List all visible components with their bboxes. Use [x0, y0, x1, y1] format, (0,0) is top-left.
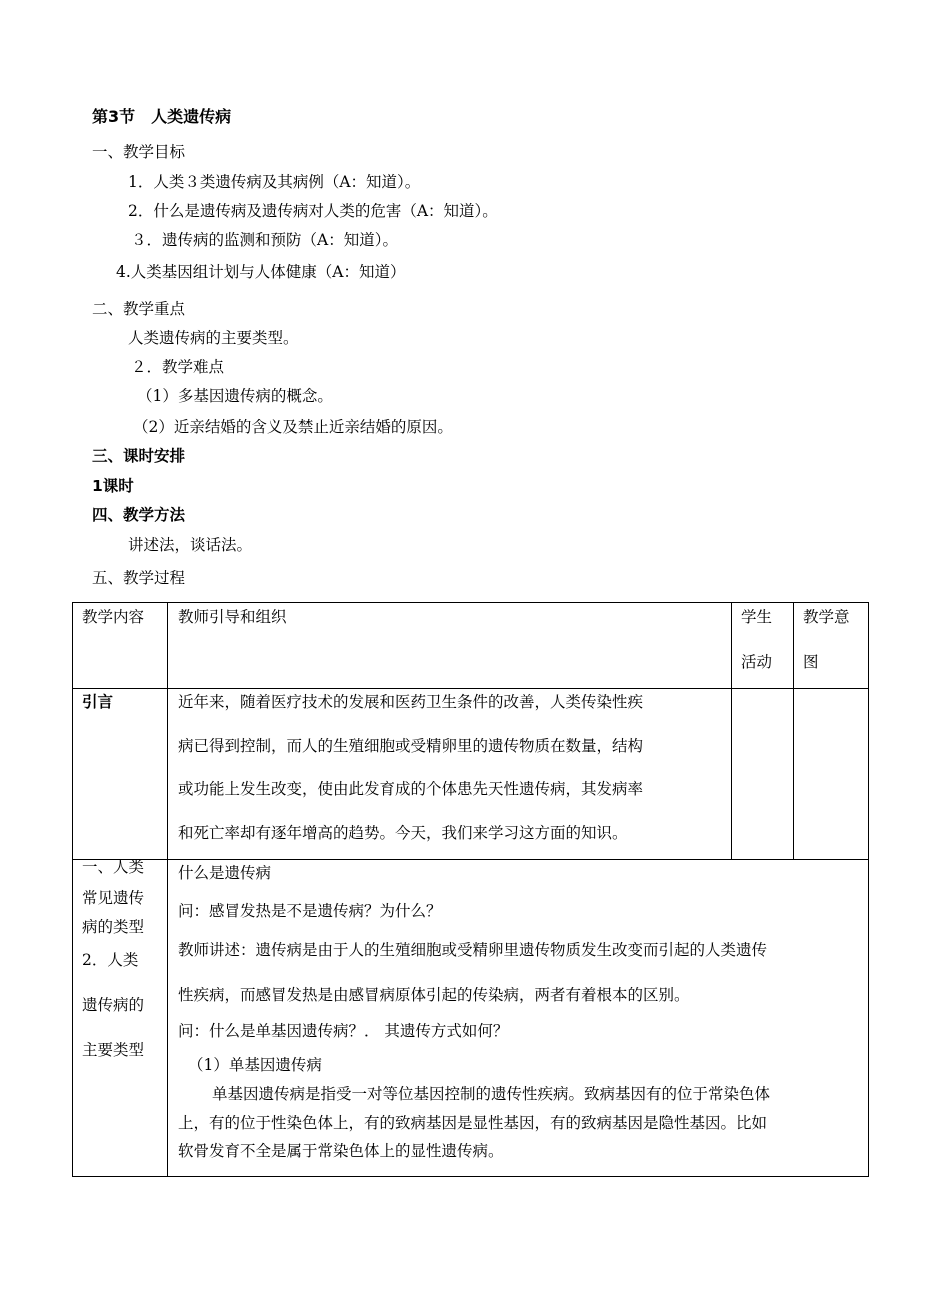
- objective-item: 4.人类基因组计划与人体健康（A：知道）: [116, 263, 406, 281]
- methods-heading: 四、教学方法: [92, 506, 186, 524]
- intro-line: 和死亡率却有逐年增高的趋势。今天，我们来学习这方面的知识。: [178, 824, 628, 842]
- objective-item: 2．什么是遗传病及遗传病对人类的危害（A：知道）。: [128, 202, 498, 220]
- section-label: 遗传病的: [82, 996, 145, 1014]
- intro-label: 引言: [82, 693, 114, 711]
- header-student: 学生: [741, 608, 773, 626]
- header-intent: 教学意: [803, 608, 850, 626]
- objective-item: 1．人类３类遗传病及其病例（A：知道）。: [128, 173, 421, 191]
- header-teacher: 教师引导和组织: [178, 608, 287, 626]
- table-border: [72, 602, 869, 603]
- section-line: 上，有的位于性染色体上，有的致病基因是显性基因，有的致病基因是隐性基因。比如: [178, 1114, 768, 1132]
- difficulty-item: （2）近亲结婚的含义及禁止近亲结婚的原因。: [133, 418, 453, 436]
- section-line: 软骨发育不全是属于常染色体上的显性遗传病。: [178, 1142, 504, 1160]
- table-border: [868, 602, 869, 1177]
- process-heading: 五、教学过程: [92, 569, 186, 587]
- section-label: 一、人类: [82, 858, 145, 876]
- section-line: （1）单基因遗传病: [188, 1056, 322, 1074]
- table-border: [72, 859, 869, 860]
- schedule-value: 1课时: [92, 477, 134, 495]
- table-border: [72, 1176, 869, 1177]
- objectives-heading: 一、教学目标: [92, 143, 186, 161]
- keypoint-main: 人类遗传病的主要类型。: [128, 329, 299, 347]
- header-intent: 图: [803, 653, 819, 671]
- section-label: 病的类型: [82, 918, 145, 936]
- section-line: 问：什么是单基因遗传病？． 其遗传方式如何？: [178, 1022, 509, 1040]
- table-border: [167, 602, 168, 1177]
- section-label: 常见遗传: [82, 889, 145, 907]
- section-line: 单基因遗传病是指受一对等位基因控制的遗传性疾病。致病基因有的位于常染色体: [212, 1085, 771, 1103]
- table-border: [72, 602, 73, 1177]
- table-border: [72, 688, 869, 689]
- difficulty-item: （1）多基因遗传病的概念。: [137, 387, 333, 405]
- intro-line: 或功能上发生改变，使由此发育成的个体患先天性遗传病，其发病率: [178, 780, 644, 798]
- objective-item: ３．遗传病的监测和预防（A：知道）。: [131, 231, 398, 249]
- section-label: 主要类型: [82, 1041, 145, 1059]
- schedule-heading: 三、课时安排: [92, 447, 186, 465]
- section-line: 性疾病，而感冒发热是由感冒病原体引起的传染病，两者有着根本的区别。: [178, 986, 690, 1004]
- methods-value: 讲述法，谈话法。: [128, 536, 253, 554]
- difficulty-heading: ２．教学难点: [131, 358, 225, 376]
- section-line: 问：感冒发热是不是遗传病？为什么？: [178, 902, 442, 920]
- section-line: 教师讲述：遗传病是由于人的生殖细胞或受精卵里遗传物质发生改变而引起的人类遗传: [178, 941, 768, 959]
- section-label: 2．人类: [82, 951, 139, 969]
- table-border: [793, 602, 794, 860]
- header-student: 活动: [741, 653, 773, 671]
- header-content: 教学内容: [82, 608, 145, 626]
- section-line: 什么是遗传病: [178, 864, 272, 882]
- intro-line: 病已得到控制，而人的生殖细胞或受精卵里的遗传物质在数量，结构: [178, 737, 644, 755]
- intro-line: 近年来，随着医疗技术的发展和医药卫生条件的改善，人类传染性疾: [178, 693, 644, 711]
- table-border: [731, 602, 732, 860]
- page-title: 第3节 人类遗传病: [92, 107, 232, 126]
- keypoints-heading: 二、教学重点: [92, 300, 186, 318]
